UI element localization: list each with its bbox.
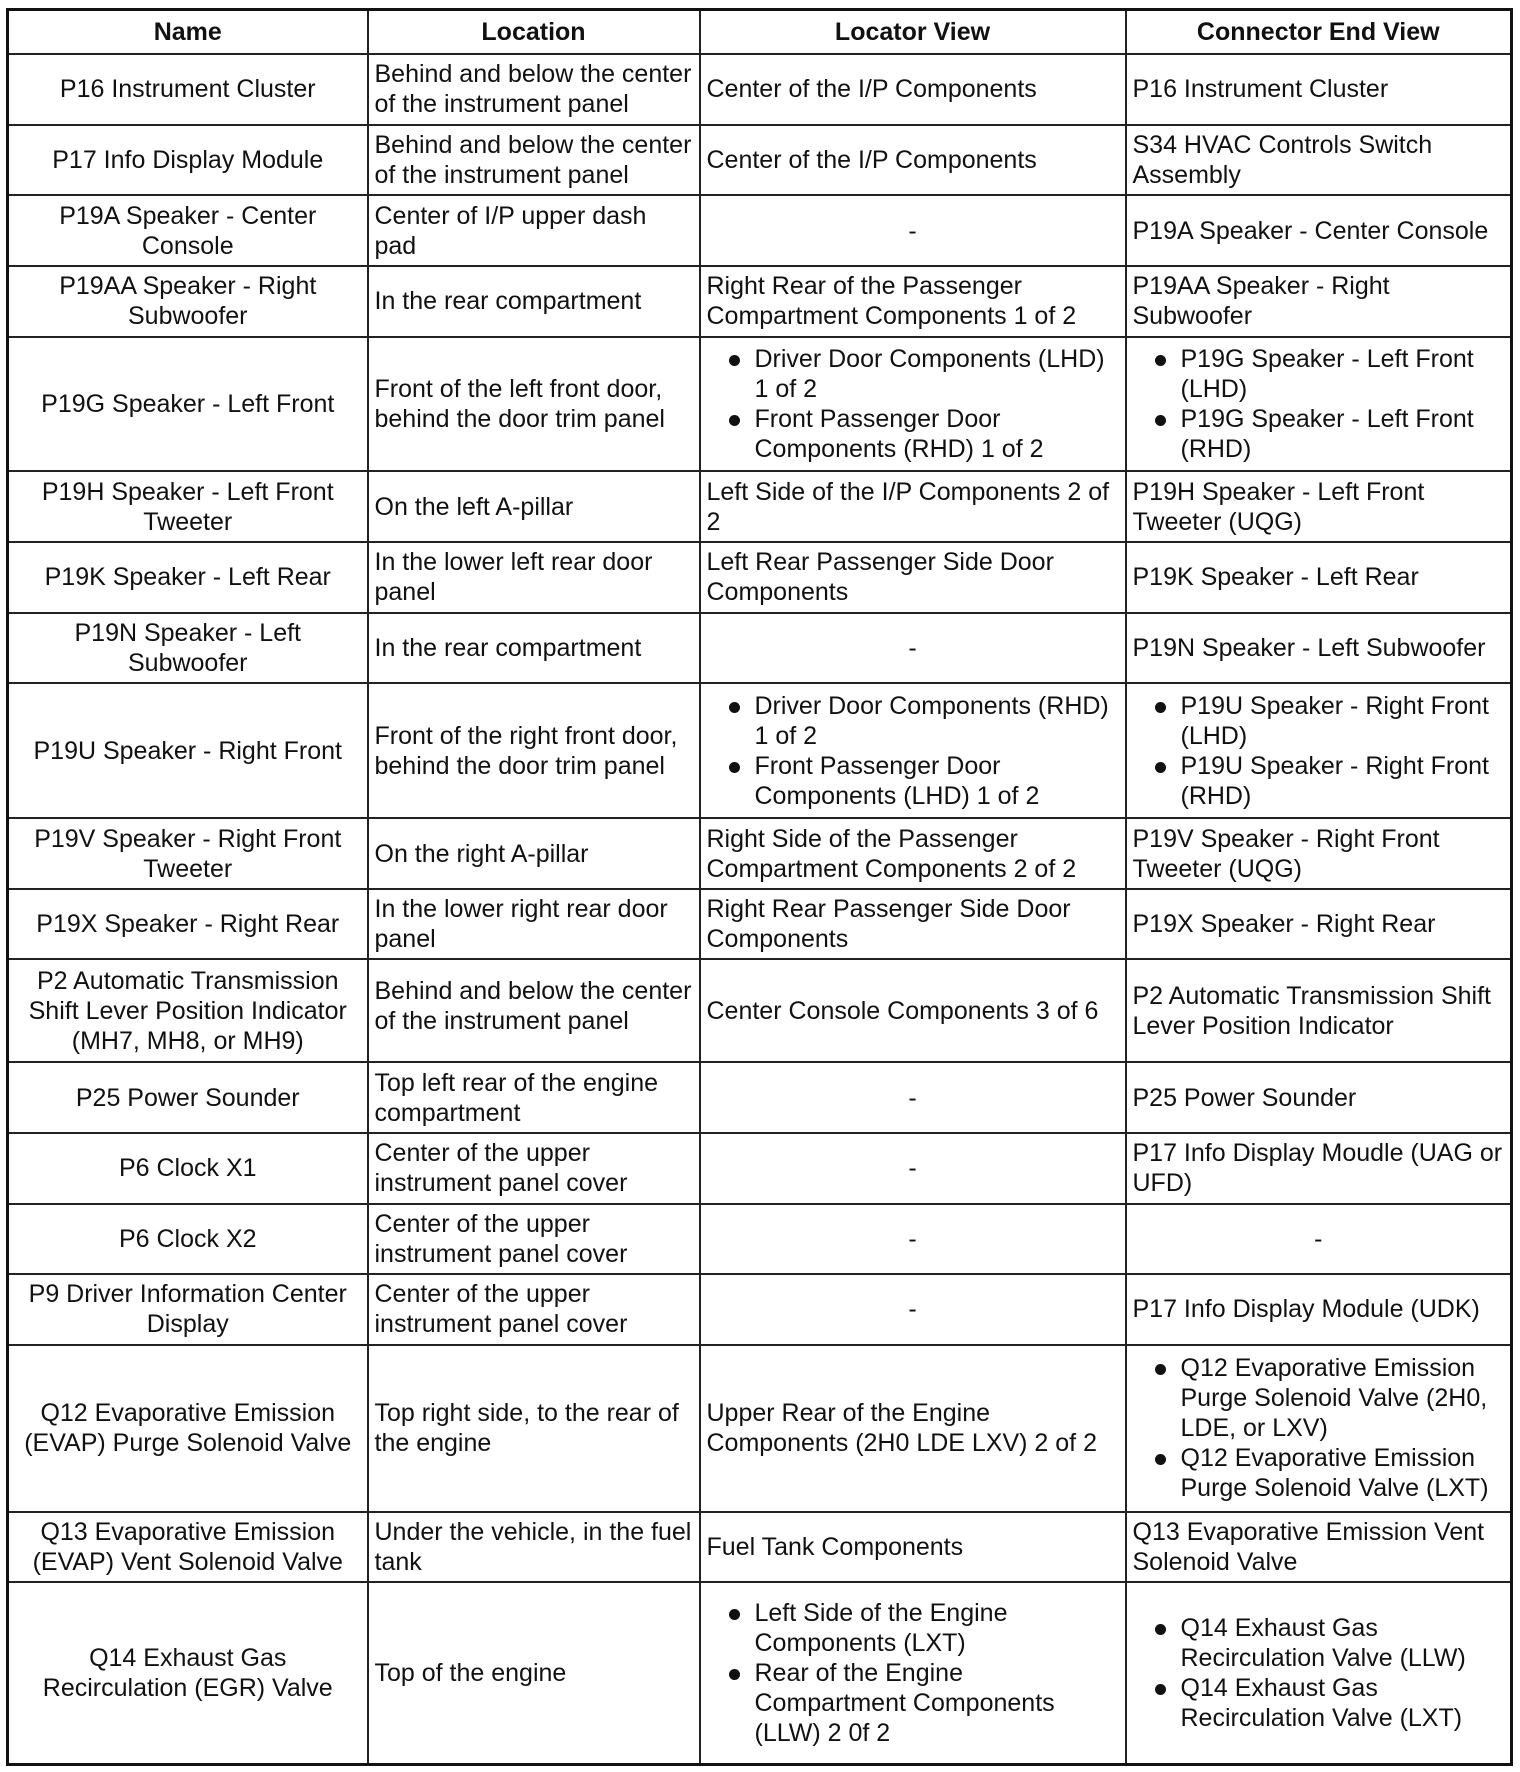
cell-locator-view: Left Rear Passenger Side Door Components bbox=[700, 542, 1126, 613]
cell-name: P2 Automatic Transmission Shift Lever Position Indicator (MH7, MH8, or MH9) bbox=[8, 959, 368, 1062]
cell-connector-end-view: P19V Speaker - Right Front Tweeter (UQG) bbox=[1126, 818, 1512, 889]
list-item bbox=[707, 751, 1119, 811]
list-item bbox=[707, 404, 1119, 464]
bullet-icon bbox=[1155, 1684, 1166, 1695]
table-row bbox=[8, 889, 1512, 960]
cell-name: P19H Speaker - Left Front Tweeter bbox=[8, 471, 368, 542]
cell-location: In the rear compartment bbox=[368, 613, 700, 684]
bullet-icon bbox=[729, 702, 740, 713]
bullet-text: Front Passenger Door Components (RHD) 1 of 2 bbox=[754, 404, 1044, 463]
cell-connector-end-view bbox=[1126, 1345, 1512, 1512]
bullet-text: Rear of the Engine Compartment Components (LLW) 2 0f 2 bbox=[754, 1659, 1055, 1748]
cell-locator-view: Upper Rear of the Engine Components (2H0 LDE LXV) 2 of 2 bbox=[700, 1345, 1126, 1512]
cell-connector-end-view: P2 Automatic Transmission Shift Lever Position Indicator bbox=[1126, 959, 1512, 1062]
cell-name: P6 Clock X1 bbox=[8, 1133, 368, 1204]
cell-connector-end-view: P19A Speaker - Center Console bbox=[1126, 195, 1512, 266]
bullet-text: Q12 Evaporative Emission Purge Solenoid Valve (LXT) bbox=[1180, 1444, 1489, 1503]
table-row bbox=[8, 1345, 1512, 1512]
cell-name: P19A Speaker - Center Console bbox=[8, 195, 368, 266]
cell-location: Behind and below the center of the instrument panel bbox=[368, 54, 700, 125]
table-row bbox=[8, 54, 1512, 125]
cell-name: P19K Speaker - Left Rear bbox=[8, 542, 368, 613]
bullet-icon bbox=[1155, 1624, 1166, 1635]
cell-name: P19N Speaker - Left Subwoofer bbox=[8, 613, 368, 684]
cell-connector-end-view: P16 Instrument Cluster bbox=[1126, 54, 1512, 125]
bullet-text: Q14 Exhaust Gas Recirculation Valve (LXT) bbox=[1180, 1674, 1463, 1733]
table-row bbox=[8, 1512, 1512, 1583]
cell-connector-end-view: P19H Speaker - Left Front Tweeter (UQG) bbox=[1126, 471, 1512, 542]
list-item bbox=[707, 691, 1119, 751]
cell-locator-view: Left Side of the I/P Components 2 of 2 bbox=[700, 471, 1126, 542]
cell-locator-view: Center Console Components 3 of 6 bbox=[700, 959, 1126, 1062]
table-row bbox=[8, 125, 1512, 196]
list-item bbox=[707, 1598, 1119, 1658]
list-item bbox=[1133, 1673, 1505, 1733]
cell-name: P19G Speaker - Left Front bbox=[8, 337, 368, 472]
cell-name: Q13 Evaporative Emission (EVAP) Vent Solenoid Valve bbox=[8, 1512, 368, 1583]
cell-location: Top left rear of the engine compartment bbox=[368, 1062, 700, 1133]
table-row bbox=[8, 1582, 1512, 1764]
cell-name: P16 Instrument Cluster bbox=[8, 54, 368, 125]
cell-location: In the lower left rear door panel bbox=[368, 542, 700, 613]
cell-connector-end-view: P19AA Speaker - Right Subwoofer bbox=[1126, 266, 1512, 337]
cell-location: Top of the engine bbox=[368, 1582, 700, 1764]
cell-connector-end-view: - bbox=[1126, 1204, 1512, 1275]
cell-location: Behind and below the center of the instrument panel bbox=[368, 125, 700, 196]
cell-name: P25 Power Sounder bbox=[8, 1062, 368, 1133]
cell-connector-end-view: P17 Info Display Moudle (UAG or UFD) bbox=[1126, 1133, 1512, 1204]
header-location: Location bbox=[368, 10, 700, 55]
cell-connector-end-view: P17 Info Display Module (UDK) bbox=[1126, 1274, 1512, 1345]
list-item bbox=[707, 1658, 1119, 1748]
cell-location: Center of I/P upper dash pad bbox=[368, 195, 700, 266]
cell-locator-view: Fuel Tank Components bbox=[700, 1512, 1126, 1583]
cell-name: P6 Clock X2 bbox=[8, 1204, 368, 1275]
cell-locator-view: Right Side of the Passenger Compartment Components 2 of 2 bbox=[700, 818, 1126, 889]
table-row bbox=[8, 613, 1512, 684]
bullet-icon bbox=[729, 762, 740, 773]
bullet-text: P19G Speaker - Left Front (RHD) bbox=[1180, 404, 1474, 463]
table-row bbox=[8, 542, 1512, 613]
cell-name: P19U Speaker - Right Front bbox=[8, 683, 368, 818]
bullet-text: P19G Speaker - Left Front (LHD) bbox=[1180, 344, 1474, 403]
cell-connector-end-view bbox=[1126, 683, 1512, 818]
cell-location: On the left A-pillar bbox=[368, 471, 700, 542]
bullet-icon bbox=[1155, 1364, 1166, 1375]
cell-location: In the rear compartment bbox=[368, 266, 700, 337]
cell-connector-end-view: P19N Speaker - Left Subwoofer bbox=[1126, 613, 1512, 684]
bullet-icon bbox=[1155, 702, 1166, 713]
cell-connector-end-view: Q13 Evaporative Emission Vent Solenoid Valve bbox=[1126, 1512, 1512, 1583]
table-row bbox=[8, 818, 1512, 889]
cell-connector-end-view: P25 Power Sounder bbox=[1126, 1062, 1512, 1133]
bullet-icon bbox=[729, 1669, 740, 1680]
connector-location-table bbox=[6, 8, 1513, 1766]
cell-locator-view bbox=[700, 1582, 1126, 1764]
cell-location: Under the vehicle, in the fuel tank bbox=[368, 1512, 700, 1583]
cell-connector-end-view: P19K Speaker - Left Rear bbox=[1126, 542, 1512, 613]
bullet-text: Q14 Exhaust Gas Recirculation Valve (LLW) bbox=[1180, 1614, 1466, 1673]
table-row bbox=[8, 1062, 1512, 1133]
cell-name: P17 Info Display Module bbox=[8, 125, 368, 196]
cell-locator-view: - bbox=[700, 1274, 1126, 1345]
cell-connector-end-view: P19X Speaker - Right Rear bbox=[1126, 889, 1512, 960]
cell-locator-view: Right Rear of the Passenger Compartment Components 1 of 2 bbox=[700, 266, 1126, 337]
table-row bbox=[8, 337, 1512, 472]
cell-name: P19V Speaker - Right Front Tweeter bbox=[8, 818, 368, 889]
bullet-icon bbox=[1155, 355, 1166, 366]
bullet-text: P19U Speaker - Right Front (LHD) bbox=[1180, 691, 1489, 750]
bullet-icon bbox=[1155, 1454, 1166, 1465]
cell-locator-view bbox=[700, 683, 1126, 818]
table-row bbox=[8, 266, 1512, 337]
list-item bbox=[1133, 1443, 1505, 1503]
bullet-text: Driver Door Components (RHD) 1 of 2 bbox=[754, 691, 1109, 750]
list-item bbox=[1133, 1353, 1505, 1443]
cell-location: In the lower right rear door panel bbox=[368, 889, 700, 960]
bullet-text: Front Passenger Door Components (LHD) 1 of 2 bbox=[754, 751, 1040, 810]
list-item bbox=[1133, 751, 1505, 811]
cell-locator-view: - bbox=[700, 613, 1126, 684]
cell-locator-view bbox=[700, 337, 1126, 472]
table-row bbox=[8, 1133, 1512, 1204]
bullet-text: Left Side of the Engine Components (LXT) bbox=[754, 1599, 1008, 1658]
list-item bbox=[1133, 1613, 1505, 1673]
cell-location: Front of the right front door, behind the door trim panel bbox=[368, 683, 700, 818]
cell-location: Center of the upper instrument panel cover bbox=[368, 1274, 700, 1345]
bullet-icon bbox=[729, 355, 740, 366]
cell-location: Top right side, to the rear of the engine bbox=[368, 1345, 700, 1512]
cell-locator-view: - bbox=[700, 1062, 1126, 1133]
list-item bbox=[1133, 691, 1505, 751]
cell-locator-view: - bbox=[700, 1133, 1126, 1204]
bullet-icon bbox=[1155, 762, 1166, 773]
cell-connector-end-view: S34 HVAC Controls Switch Assembly bbox=[1126, 125, 1512, 196]
list-item bbox=[1133, 404, 1505, 464]
cell-name: P9 Driver Information Center Display bbox=[8, 1274, 368, 1345]
bullet-icon bbox=[1155, 415, 1166, 426]
table-header-row bbox=[8, 10, 1512, 55]
table-row bbox=[8, 195, 1512, 266]
table-row bbox=[8, 1204, 1512, 1275]
cell-name: Q14 Exhaust Gas Recirculation (EGR) Valve bbox=[8, 1582, 368, 1764]
bullet-icon bbox=[729, 1609, 740, 1620]
cell-name: P19AA Speaker - Right Subwoofer bbox=[8, 266, 368, 337]
cell-location: Center of the upper instrument panel cover bbox=[368, 1133, 700, 1204]
table-row bbox=[8, 1274, 1512, 1345]
cell-location: Behind and below the center of the instrument panel bbox=[368, 959, 700, 1062]
cell-location: Center of the upper instrument panel cover bbox=[368, 1204, 700, 1275]
cell-location: Front of the left front door, behind the door trim panel bbox=[368, 337, 700, 472]
cell-locator-view: - bbox=[700, 195, 1126, 266]
cell-connector-end-view bbox=[1126, 337, 1512, 472]
bullet-text: Driver Door Components (LHD) 1 of 2 bbox=[754, 344, 1105, 403]
list-item bbox=[707, 344, 1119, 404]
header-connector-end-view: Connector End View bbox=[1126, 10, 1512, 55]
cell-location: On the right A-pillar bbox=[368, 818, 700, 889]
list-item bbox=[1133, 344, 1505, 404]
bullet-icon bbox=[729, 415, 740, 426]
header-name: Name bbox=[8, 10, 368, 55]
connector-table-page bbox=[6, 8, 1510, 1766]
cell-name: Q12 Evaporative Emission (EVAP) Purge Solenoid Valve bbox=[8, 1345, 368, 1512]
cell-name: P19X Speaker - Right Rear bbox=[8, 889, 368, 960]
bullet-text: Q12 Evaporative Emission Purge Solenoid Valve (2H0, LDE, or LXV) bbox=[1180, 1354, 1488, 1443]
header-locator-view: Locator View bbox=[700, 10, 1126, 55]
table-row bbox=[8, 471, 1512, 542]
cell-locator-view: - bbox=[700, 1204, 1126, 1275]
cell-connector-end-view bbox=[1126, 1582, 1512, 1764]
cell-locator-view: Center of the I/P Components bbox=[700, 54, 1126, 125]
table-row bbox=[8, 959, 1512, 1062]
cell-locator-view: Center of the I/P Components bbox=[700, 125, 1126, 196]
bullet-text: P19U Speaker - Right Front (RHD) bbox=[1180, 751, 1489, 810]
cell-locator-view: Right Rear Passenger Side Door Components bbox=[700, 889, 1126, 960]
table-row bbox=[8, 683, 1512, 818]
